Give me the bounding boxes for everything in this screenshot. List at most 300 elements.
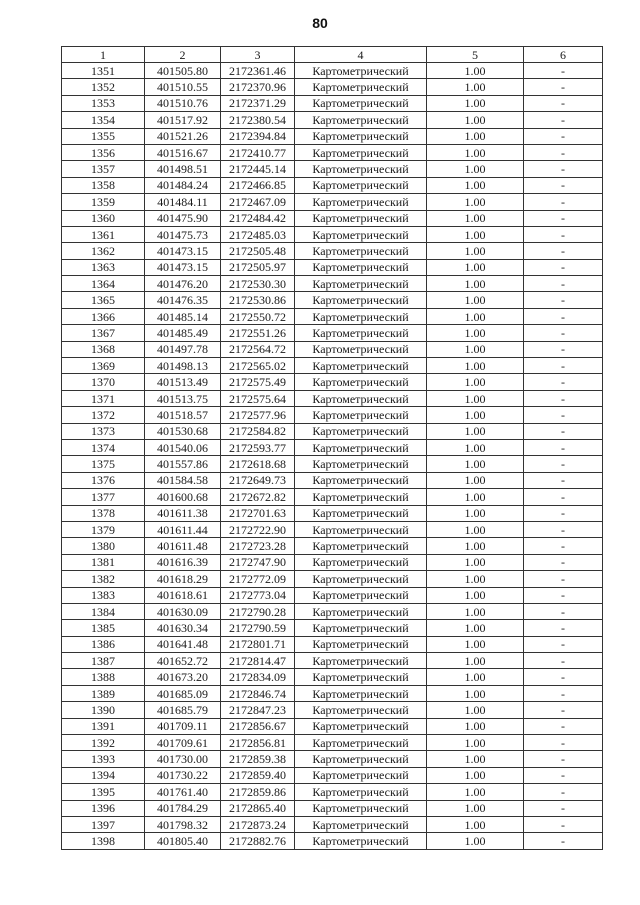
cell-point-number: 1389 bbox=[62, 685, 145, 701]
cell-note: - bbox=[524, 243, 603, 259]
table-row bbox=[62, 390, 603, 406]
cell-accuracy: 1.00 bbox=[427, 439, 524, 455]
cell-x-coordinate: 401709.11 bbox=[145, 718, 221, 734]
cell-method: Картометрический bbox=[295, 587, 427, 603]
cell-y-coordinate: 2172856.67 bbox=[221, 718, 295, 734]
cell-y-coordinate: 2172834.09 bbox=[221, 669, 295, 685]
column-header-4: 4 bbox=[295, 47, 427, 63]
cell-point-number: 1379 bbox=[62, 521, 145, 537]
cell-note: - bbox=[524, 653, 603, 669]
cell-method: Картометрический bbox=[295, 407, 427, 423]
table-row bbox=[62, 702, 603, 718]
cell-note: - bbox=[524, 456, 603, 472]
cell-note: - bbox=[524, 472, 603, 488]
cell-y-coordinate: 2172530.30 bbox=[221, 276, 295, 292]
table-row bbox=[62, 571, 603, 587]
cell-x-coordinate: 401761.40 bbox=[145, 784, 221, 800]
cell-point-number: 1352 bbox=[62, 79, 145, 95]
cell-x-coordinate: 401473.15 bbox=[145, 259, 221, 275]
table-row bbox=[62, 63, 603, 79]
table-row bbox=[62, 472, 603, 488]
table-row bbox=[62, 79, 603, 95]
table-row bbox=[62, 587, 603, 603]
cell-note: - bbox=[524, 161, 603, 177]
cell-method: Картометрический bbox=[295, 243, 427, 259]
cell-y-coordinate: 2172530.86 bbox=[221, 292, 295, 308]
cell-point-number: 1356 bbox=[62, 144, 145, 160]
cell-point-number: 1364 bbox=[62, 276, 145, 292]
cell-accuracy: 1.00 bbox=[427, 833, 524, 849]
cell-y-coordinate: 2172846.74 bbox=[221, 685, 295, 701]
cell-x-coordinate: 401485.49 bbox=[145, 325, 221, 341]
cell-x-coordinate: 401510.55 bbox=[145, 79, 221, 95]
cell-x-coordinate: 401557.86 bbox=[145, 456, 221, 472]
cell-accuracy: 1.00 bbox=[427, 800, 524, 816]
cell-x-coordinate: 401498.51 bbox=[145, 161, 221, 177]
cell-method: Картометрический bbox=[295, 800, 427, 816]
cell-point-number: 1374 bbox=[62, 439, 145, 455]
table-row bbox=[62, 161, 603, 177]
cell-point-number: 1384 bbox=[62, 603, 145, 619]
cell-y-coordinate: 2172575.49 bbox=[221, 374, 295, 390]
cell-note: - bbox=[524, 144, 603, 160]
cell-y-coordinate: 2172856.81 bbox=[221, 735, 295, 751]
page-number: 80 bbox=[312, 15, 328, 31]
cell-y-coordinate: 2172701.63 bbox=[221, 505, 295, 521]
cell-y-coordinate: 2172859.38 bbox=[221, 751, 295, 767]
cell-method: Картометрический bbox=[295, 95, 427, 111]
cell-point-number: 1383 bbox=[62, 587, 145, 603]
cell-note: - bbox=[524, 735, 603, 751]
cell-accuracy: 1.00 bbox=[427, 718, 524, 734]
cell-method: Картометрический bbox=[295, 63, 427, 79]
table-row bbox=[62, 603, 603, 619]
cell-method: Картометрический bbox=[295, 538, 427, 554]
cell-accuracy: 1.00 bbox=[427, 669, 524, 685]
cell-x-coordinate: 401517.92 bbox=[145, 112, 221, 128]
table-row bbox=[62, 767, 603, 783]
cell-accuracy: 1.00 bbox=[427, 702, 524, 718]
cell-accuracy: 1.00 bbox=[427, 751, 524, 767]
cell-point-number: 1388 bbox=[62, 669, 145, 685]
cell-accuracy: 1.00 bbox=[427, 292, 524, 308]
coordinates-table bbox=[61, 46, 603, 850]
cell-note: - bbox=[524, 538, 603, 554]
cell-y-coordinate: 2172371.29 bbox=[221, 95, 295, 111]
column-header-5: 5 bbox=[427, 47, 524, 63]
cell-x-coordinate: 401505.80 bbox=[145, 63, 221, 79]
cell-method: Картометрический bbox=[295, 521, 427, 537]
cell-note: - bbox=[524, 636, 603, 652]
cell-x-coordinate: 401475.90 bbox=[145, 210, 221, 226]
cell-method: Картометрический bbox=[295, 784, 427, 800]
cell-y-coordinate: 2172747.90 bbox=[221, 554, 295, 570]
cell-method: Картометрический bbox=[295, 358, 427, 374]
cell-x-coordinate: 401513.75 bbox=[145, 390, 221, 406]
cell-y-coordinate: 2172577.96 bbox=[221, 407, 295, 423]
cell-note: - bbox=[524, 439, 603, 455]
cell-point-number: 1354 bbox=[62, 112, 145, 128]
cell-accuracy: 1.00 bbox=[427, 456, 524, 472]
cell-note: - bbox=[524, 177, 603, 193]
cell-note: - bbox=[524, 603, 603, 619]
cell-note: - bbox=[524, 226, 603, 242]
cell-y-coordinate: 2172410.77 bbox=[221, 144, 295, 160]
cell-x-coordinate: 401709.61 bbox=[145, 735, 221, 751]
cell-method: Картометрический bbox=[295, 341, 427, 357]
cell-point-number: 1369 bbox=[62, 358, 145, 374]
cell-point-number: 1395 bbox=[62, 784, 145, 800]
cell-accuracy: 1.00 bbox=[427, 161, 524, 177]
cell-note: - bbox=[524, 390, 603, 406]
column-header-2: 2 bbox=[145, 47, 221, 63]
table-row bbox=[62, 800, 603, 816]
cell-y-coordinate: 2172790.28 bbox=[221, 603, 295, 619]
cell-point-number: 1385 bbox=[62, 620, 145, 636]
cell-point-number: 1362 bbox=[62, 243, 145, 259]
cell-x-coordinate: 401497.78 bbox=[145, 341, 221, 357]
cell-point-number: 1386 bbox=[62, 636, 145, 652]
table-row bbox=[62, 521, 603, 537]
column-header-1: 1 bbox=[62, 47, 145, 63]
table-row bbox=[62, 735, 603, 751]
cell-method: Картометрический bbox=[295, 161, 427, 177]
cell-point-number: 1398 bbox=[62, 833, 145, 849]
cell-method: Картометрический bbox=[295, 767, 427, 783]
cell-accuracy: 1.00 bbox=[427, 144, 524, 160]
cell-note: - bbox=[524, 669, 603, 685]
table-row bbox=[62, 685, 603, 701]
cell-accuracy: 1.00 bbox=[427, 767, 524, 783]
cell-method: Картометрический bbox=[295, 505, 427, 521]
cell-y-coordinate: 2172565.02 bbox=[221, 358, 295, 374]
table-row bbox=[62, 194, 603, 210]
cell-note: - bbox=[524, 259, 603, 275]
table-row bbox=[62, 489, 603, 505]
cell-note: - bbox=[524, 587, 603, 603]
table-row bbox=[62, 554, 603, 570]
table-row bbox=[62, 358, 603, 374]
table-row bbox=[62, 833, 603, 849]
cell-y-coordinate: 2172575.64 bbox=[221, 390, 295, 406]
cell-accuracy: 1.00 bbox=[427, 63, 524, 79]
cell-point-number: 1371 bbox=[62, 390, 145, 406]
cell-accuracy: 1.00 bbox=[427, 79, 524, 95]
cell-x-coordinate: 401685.79 bbox=[145, 702, 221, 718]
cell-x-coordinate: 401475.73 bbox=[145, 226, 221, 242]
cell-accuracy: 1.00 bbox=[427, 538, 524, 554]
cell-point-number: 1381 bbox=[62, 554, 145, 570]
cell-method: Картометрический bbox=[295, 325, 427, 341]
cell-x-coordinate: 401652.72 bbox=[145, 653, 221, 669]
cell-method: Картометрический bbox=[295, 735, 427, 751]
table-row bbox=[62, 95, 603, 111]
cell-point-number: 1392 bbox=[62, 735, 145, 751]
cell-note: - bbox=[524, 423, 603, 439]
cell-note: - bbox=[524, 95, 603, 111]
cell-y-coordinate: 2172618.68 bbox=[221, 456, 295, 472]
cell-method: Картометрический bbox=[295, 669, 427, 685]
cell-note: - bbox=[524, 63, 603, 79]
cell-x-coordinate: 401498.13 bbox=[145, 358, 221, 374]
cell-method: Картометрический bbox=[295, 374, 427, 390]
cell-method: Картометрический bbox=[295, 718, 427, 734]
cell-method: Картометрический bbox=[295, 685, 427, 701]
table-row bbox=[62, 751, 603, 767]
cell-x-coordinate: 401611.48 bbox=[145, 538, 221, 554]
cell-x-coordinate: 401784.29 bbox=[145, 800, 221, 816]
cell-note: - bbox=[524, 374, 603, 390]
cell-y-coordinate: 2172773.04 bbox=[221, 587, 295, 603]
table-row bbox=[62, 259, 603, 275]
cell-method: Картометрический bbox=[295, 194, 427, 210]
cell-x-coordinate: 401798.32 bbox=[145, 816, 221, 832]
cell-x-coordinate: 401805.40 bbox=[145, 833, 221, 849]
cell-accuracy: 1.00 bbox=[427, 521, 524, 537]
table-row bbox=[62, 718, 603, 734]
cell-x-coordinate: 401518.57 bbox=[145, 407, 221, 423]
cell-note: - bbox=[524, 79, 603, 95]
cell-x-coordinate: 401584.58 bbox=[145, 472, 221, 488]
cell-note: - bbox=[524, 767, 603, 783]
cell-accuracy: 1.00 bbox=[427, 341, 524, 357]
cell-x-coordinate: 401618.61 bbox=[145, 587, 221, 603]
cell-y-coordinate: 2172672.82 bbox=[221, 489, 295, 505]
cell-y-coordinate: 2172882.76 bbox=[221, 833, 295, 849]
cell-x-coordinate: 401516.67 bbox=[145, 144, 221, 160]
cell-method: Картометрический bbox=[295, 702, 427, 718]
cell-y-coordinate: 2172723.28 bbox=[221, 538, 295, 554]
cell-accuracy: 1.00 bbox=[427, 587, 524, 603]
table-body bbox=[62, 63, 603, 850]
column-header-6: 6 bbox=[524, 47, 603, 63]
cell-accuracy: 1.00 bbox=[427, 374, 524, 390]
cell-y-coordinate: 2172394.84 bbox=[221, 128, 295, 144]
cell-y-coordinate: 2172505.97 bbox=[221, 259, 295, 275]
cell-accuracy: 1.00 bbox=[427, 243, 524, 259]
cell-method: Картометрический bbox=[295, 79, 427, 95]
cell-note: - bbox=[524, 620, 603, 636]
cell-note: - bbox=[524, 505, 603, 521]
cell-accuracy: 1.00 bbox=[427, 472, 524, 488]
cell-point-number: 1387 bbox=[62, 653, 145, 669]
cell-method: Картометрический bbox=[295, 554, 427, 570]
cell-method: Картометрический bbox=[295, 571, 427, 587]
cell-accuracy: 1.00 bbox=[427, 636, 524, 652]
cell-method: Картометрический bbox=[295, 833, 427, 849]
cell-point-number: 1351 bbox=[62, 63, 145, 79]
cell-accuracy: 1.00 bbox=[427, 112, 524, 128]
cell-accuracy: 1.00 bbox=[427, 816, 524, 832]
cell-x-coordinate: 401510.76 bbox=[145, 95, 221, 111]
cell-x-coordinate: 401484.24 bbox=[145, 177, 221, 193]
cell-method: Картометрический bbox=[295, 472, 427, 488]
cell-x-coordinate: 401600.68 bbox=[145, 489, 221, 505]
cell-accuracy: 1.00 bbox=[427, 259, 524, 275]
table-row bbox=[62, 423, 603, 439]
cell-note: - bbox=[524, 308, 603, 324]
cell-note: - bbox=[524, 210, 603, 226]
cell-x-coordinate: 401476.20 bbox=[145, 276, 221, 292]
cell-accuracy: 1.00 bbox=[427, 276, 524, 292]
cell-method: Картометрический bbox=[295, 177, 427, 193]
cell-y-coordinate: 2172445.14 bbox=[221, 161, 295, 177]
cell-method: Картометрический bbox=[295, 128, 427, 144]
cell-method: Картометрический bbox=[295, 620, 427, 636]
table-row bbox=[62, 144, 603, 160]
cell-note: - bbox=[524, 800, 603, 816]
cell-method: Картометрический bbox=[295, 751, 427, 767]
cell-note: - bbox=[524, 816, 603, 832]
cell-point-number: 1359 bbox=[62, 194, 145, 210]
cell-point-number: 1357 bbox=[62, 161, 145, 177]
cell-point-number: 1367 bbox=[62, 325, 145, 341]
cell-point-number: 1390 bbox=[62, 702, 145, 718]
cell-note: - bbox=[524, 554, 603, 570]
cell-point-number: 1375 bbox=[62, 456, 145, 472]
cell-x-coordinate: 401513.49 bbox=[145, 374, 221, 390]
table-row bbox=[62, 456, 603, 472]
cell-y-coordinate: 2172380.54 bbox=[221, 112, 295, 128]
cell-accuracy: 1.00 bbox=[427, 390, 524, 406]
cell-point-number: 1377 bbox=[62, 489, 145, 505]
table-row bbox=[62, 292, 603, 308]
cell-note: - bbox=[524, 685, 603, 701]
cell-note: - bbox=[524, 521, 603, 537]
cell-y-coordinate: 2172551.26 bbox=[221, 325, 295, 341]
cell-y-coordinate: 2172361.46 bbox=[221, 63, 295, 79]
table-header bbox=[62, 47, 603, 63]
cell-accuracy: 1.00 bbox=[427, 571, 524, 587]
cell-note: - bbox=[524, 718, 603, 734]
cell-accuracy: 1.00 bbox=[427, 358, 524, 374]
cell-point-number: 1353 bbox=[62, 95, 145, 111]
column-header-3: 3 bbox=[221, 47, 295, 63]
cell-x-coordinate: 401685.09 bbox=[145, 685, 221, 701]
cell-point-number: 1397 bbox=[62, 816, 145, 832]
cell-accuracy: 1.00 bbox=[427, 95, 524, 111]
cell-note: - bbox=[524, 112, 603, 128]
cell-y-coordinate: 2172859.40 bbox=[221, 767, 295, 783]
cell-note: - bbox=[524, 833, 603, 849]
cell-method: Картометрический bbox=[295, 456, 427, 472]
cell-method: Картометрический bbox=[295, 259, 427, 275]
cell-point-number: 1396 bbox=[62, 800, 145, 816]
cell-y-coordinate: 2172505.48 bbox=[221, 243, 295, 259]
cell-x-coordinate: 401611.44 bbox=[145, 521, 221, 537]
cell-method: Картометрический bbox=[295, 112, 427, 128]
cell-y-coordinate: 2172859.86 bbox=[221, 784, 295, 800]
header-row bbox=[62, 47, 603, 63]
table-row bbox=[62, 243, 603, 259]
cell-accuracy: 1.00 bbox=[427, 489, 524, 505]
cell-point-number: 1376 bbox=[62, 472, 145, 488]
cell-x-coordinate: 401521.26 bbox=[145, 128, 221, 144]
cell-accuracy: 1.00 bbox=[427, 226, 524, 242]
cell-x-coordinate: 401530.68 bbox=[145, 423, 221, 439]
cell-x-coordinate: 401540.06 bbox=[145, 439, 221, 455]
cell-x-coordinate: 401611.38 bbox=[145, 505, 221, 521]
cell-note: - bbox=[524, 571, 603, 587]
table-row bbox=[62, 112, 603, 128]
cell-method: Картометрический bbox=[295, 636, 427, 652]
table-row bbox=[62, 226, 603, 242]
cell-y-coordinate: 2172865.40 bbox=[221, 800, 295, 816]
cell-method: Картометрический bbox=[295, 603, 427, 619]
cell-accuracy: 1.00 bbox=[427, 784, 524, 800]
table-row bbox=[62, 636, 603, 652]
cell-method: Картометрический bbox=[295, 816, 427, 832]
cell-y-coordinate: 2172772.09 bbox=[221, 571, 295, 587]
cell-note: - bbox=[524, 341, 603, 357]
cell-note: - bbox=[524, 702, 603, 718]
cell-accuracy: 1.00 bbox=[427, 128, 524, 144]
table-row bbox=[62, 653, 603, 669]
cell-x-coordinate: 401673.20 bbox=[145, 669, 221, 685]
cell-point-number: 1360 bbox=[62, 210, 145, 226]
table-row bbox=[62, 341, 603, 357]
table-row bbox=[62, 505, 603, 521]
cell-note: - bbox=[524, 407, 603, 423]
cell-accuracy: 1.00 bbox=[427, 177, 524, 193]
cell-x-coordinate: 401484.11 bbox=[145, 194, 221, 210]
table-row bbox=[62, 308, 603, 324]
cell-note: - bbox=[524, 358, 603, 374]
table-row bbox=[62, 669, 603, 685]
cell-x-coordinate: 401618.29 bbox=[145, 571, 221, 587]
cell-point-number: 1391 bbox=[62, 718, 145, 734]
cell-y-coordinate: 2172801.71 bbox=[221, 636, 295, 652]
cell-method: Картометрический bbox=[295, 292, 427, 308]
table-row bbox=[62, 128, 603, 144]
cell-accuracy: 1.00 bbox=[427, 325, 524, 341]
cell-method: Картометрический bbox=[295, 439, 427, 455]
cell-y-coordinate: 2172593.77 bbox=[221, 439, 295, 455]
cell-point-number: 1368 bbox=[62, 341, 145, 357]
cell-x-coordinate: 401485.14 bbox=[145, 308, 221, 324]
table-row bbox=[62, 439, 603, 455]
cell-y-coordinate: 2172649.73 bbox=[221, 472, 295, 488]
cell-accuracy: 1.00 bbox=[427, 308, 524, 324]
cell-method: Картометрический bbox=[295, 210, 427, 226]
cell-y-coordinate: 2172847.23 bbox=[221, 702, 295, 718]
table-row bbox=[62, 276, 603, 292]
cell-point-number: 1363 bbox=[62, 259, 145, 275]
cell-y-coordinate: 2172814.47 bbox=[221, 653, 295, 669]
cell-point-number: 1372 bbox=[62, 407, 145, 423]
cell-accuracy: 1.00 bbox=[427, 653, 524, 669]
cell-accuracy: 1.00 bbox=[427, 685, 524, 701]
cell-point-number: 1378 bbox=[62, 505, 145, 521]
table-row bbox=[62, 177, 603, 193]
cell-point-number: 1373 bbox=[62, 423, 145, 439]
cell-note: - bbox=[524, 292, 603, 308]
cell-x-coordinate: 401730.00 bbox=[145, 751, 221, 767]
table-row bbox=[62, 538, 603, 554]
cell-x-coordinate: 401616.39 bbox=[145, 554, 221, 570]
table-row bbox=[62, 620, 603, 636]
cell-x-coordinate: 401730.22 bbox=[145, 767, 221, 783]
cell-point-number: 1355 bbox=[62, 128, 145, 144]
cell-y-coordinate: 2172873.24 bbox=[221, 816, 295, 832]
cell-accuracy: 1.00 bbox=[427, 194, 524, 210]
cell-note: - bbox=[524, 128, 603, 144]
cell-point-number: 1365 bbox=[62, 292, 145, 308]
cell-accuracy: 1.00 bbox=[427, 210, 524, 226]
cell-y-coordinate: 2172467.09 bbox=[221, 194, 295, 210]
cell-x-coordinate: 401476.35 bbox=[145, 292, 221, 308]
cell-note: - bbox=[524, 784, 603, 800]
